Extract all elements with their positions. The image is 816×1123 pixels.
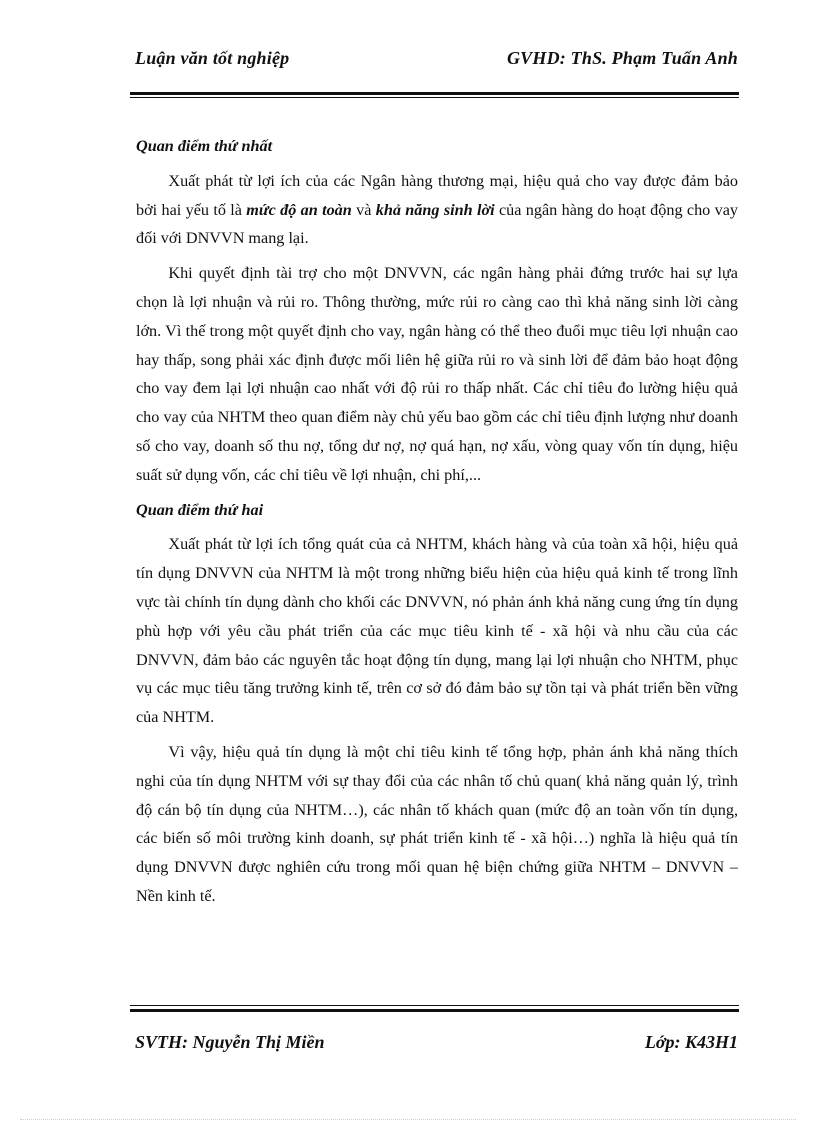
header-supervisor: GVHD: ThS. Phạm Tuấn Anh <box>506 48 738 68</box>
p1-text-b: và <box>351 200 376 219</box>
paragraph-risk-return <box>136 259 738 489</box>
paragraph-second-view <box>136 530 738 732</box>
footer-rule-thick <box>130 1009 739 1012</box>
p2-text: Khi quyết định tài trợ cho một DNVVN, các ngân hàng phải đứng trước hai sự lựa chọn là lợi nhuận và rủi ro. Thông thường, mức rủi ro càng cao thì khả năng sinh lời càng lớn. Vì thế trong một quyết định cho vay, ngân hàng có thể theo đuổi mục tiêu lợi nhuận cao hay thấp, song phải xác định được mối liên hệ giữa rủi ro và sinh lời để đảm bảo hoạt động cho vay đem lại lợi nhuận cao nhất với độ rủi ro thấp nhất. Các chỉ tiêu đo lường hiệu quả cho vay của NHTM theo quan điểm này chủ yếu bao gồm các chỉ tiêu định lượng như doanh số cho vay, doanh số thu nợ, tổng dư nợ, nợ quá hạn, nợ xấu, vòng quay vốn tín dụng, hiệu suất sử dụng vốn, các chỉ tiêu về lợi nhuận, chi phí,... <box>136 264 738 484</box>
header-rule-thin <box>130 97 739 98</box>
document-body <box>136 132 738 917</box>
footer-student: SVTH: Nguyễn Thị Miền <box>135 1032 325 1052</box>
header-thesis-title: Luận văn tốt nghiệp <box>135 48 290 68</box>
p1-emphasis-profit: khả năng sinh lời <box>375 200 495 219</box>
section-heading-first-view: Quan điểm thứ nhất <box>136 137 273 155</box>
page-footer <box>135 1032 738 1053</box>
p3-text: Xuất phát từ lợi ích tổng quát của cả NHTM, khách hàng và của toàn xã hội, hiệu quả tín dụng DNVVN của NHTM là một trong những biểu hiện của hiệu quả kinh tế trong lĩnh vực tài chính tín dụng dành cho khối các DNVVN, nó phản ánh khả năng cung ứng tín dụng phù hợp với yêu cầu phát triển của các mục tiêu kinh tế - xã hội và nhu cầu của các DNVVN, đảm bảo các nguyên tắc hoạt động tín dụng, mang lại lợi nhuận cho NHTM, phục vụ các mục tiêu tăng trưởng kinh tế, trên cơ sở đó đảm bảo sự tồn tại và phát triển bền vững của NHTM. <box>136 535 738 727</box>
page-header <box>135 48 738 69</box>
paragraph-conclusion <box>136 738 738 911</box>
section-heading-second-view: Quan điểm thứ hai <box>136 500 264 519</box>
footer-rule-thin <box>130 1005 739 1006</box>
p1-emphasis-safety: mức độ an toàn <box>246 200 352 219</box>
footer-class: Lớp: K43H1 <box>644 1032 738 1052</box>
header-rule-thick <box>130 92 739 95</box>
p4-text: Vì vậy, hiệu quả tín dụng là một chỉ tiêu kinh tế tổng hợp, phản ánh khả năng thích nghi của tín dụng NHTM với sự thay đổi của các nhân tố chủ quan( khả năng quản lý, trình độ cán bộ tín dụng của NHTM…), các nhân tố khách quan (mức độ an toàn vốn tín dụng, các biến số môi trường kinh doanh, sự phát triển kinh tế - xã hội…) nghĩa là hiệu quả tín dụng DNVVN được nghiên cứu trong mối quan hệ biện chứng giữa NHTM – DNVVN – Nền kinh tế. <box>136 742 738 905</box>
p1-text-a: Xuất phát từ lợi ích của các Ngân hàng thương mại, hiệu quả cho vay được đảm bảo bởi hai yếu tố là <box>136 171 738 219</box>
page-edge-divider <box>20 1119 796 1120</box>
paragraph-first-view <box>136 167 738 253</box>
p1-text-c: của ngân hàng do hoạt động cho vay đối với DNVVN mang lại. <box>136 200 738 248</box>
